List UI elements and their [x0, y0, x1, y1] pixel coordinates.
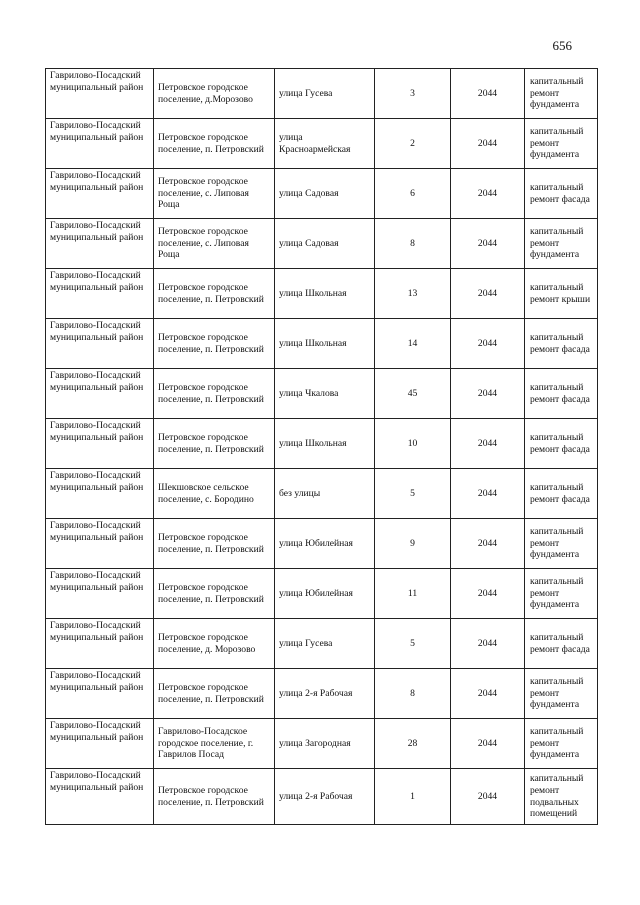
table-row: [46, 169, 598, 219]
work-type-cell: капитальный ремонт фасада: [525, 469, 598, 519]
table-row: [46, 719, 598, 769]
table-row: [46, 769, 598, 825]
work-type-cell: капитальный ремонт фасада: [525, 169, 598, 219]
district-cell: Гаврилово-Посадский муниципальный район: [46, 769, 154, 825]
settlement-cell: Петровское городское поселение, п. Петровский: [154, 119, 275, 169]
house-number-cell: 6: [375, 169, 451, 219]
settlement-cell: Петровское городское поселение, д. Морозово: [154, 619, 275, 669]
year-cell: 2044: [451, 719, 525, 769]
house-number-cell: 1: [375, 769, 451, 825]
year-cell: 2044: [451, 269, 525, 319]
settlement-cell: Петровское городское поселение, п. Петровский: [154, 269, 275, 319]
work-type-cell: капитальный ремонт фасада: [525, 419, 598, 469]
district-cell: Гаврилово-Посадский муниципальный район: [46, 219, 154, 269]
table-row: [46, 119, 598, 169]
settlement-cell: Петровское городское поселение, п. Петровский: [154, 669, 275, 719]
table-row: [46, 619, 598, 669]
street-cell: улица Садовая: [275, 219, 375, 269]
district-cell: Гаврилово-Посадский муниципальный район: [46, 669, 154, 719]
table-row: [46, 319, 598, 369]
street-cell: улица Красноармейская: [275, 119, 375, 169]
table-row: [46, 69, 598, 119]
street-cell: улица Школьная: [275, 419, 375, 469]
house-number-cell: 11: [375, 569, 451, 619]
house-number-cell: 5: [375, 469, 451, 519]
street-cell: улица Юбилейная: [275, 519, 375, 569]
district-cell: Гаврилово-Посадский муниципальный район: [46, 319, 154, 369]
street-cell: улица Школьная: [275, 319, 375, 369]
year-cell: 2044: [451, 369, 525, 419]
street-cell: улица Загородная: [275, 719, 375, 769]
table-row: [46, 269, 598, 319]
year-cell: 2044: [451, 319, 525, 369]
table-row: [46, 219, 598, 269]
year-cell: 2044: [451, 119, 525, 169]
work-type-cell: капитальный ремонт фасада: [525, 319, 598, 369]
settlement-cell: Петровское городское поселение, п. Петровский: [154, 569, 275, 619]
house-number-cell: 3: [375, 69, 451, 119]
work-type-cell: капитальный ремонт фундамента: [525, 219, 598, 269]
work-type-cell: капитальный ремонт фундамента: [525, 569, 598, 619]
house-number-cell: 45: [375, 369, 451, 419]
work-type-cell: капитальный ремонт подвальных помещений: [525, 769, 598, 825]
year-cell: 2044: [451, 469, 525, 519]
page-number: 656: [552, 38, 572, 53]
street-cell: улица Гусева: [275, 619, 375, 669]
house-number-cell: 2: [375, 119, 451, 169]
street-cell: улица Чкалова: [275, 369, 375, 419]
house-number-cell: 10: [375, 419, 451, 469]
table-row: [46, 569, 598, 619]
table-body: [46, 69, 598, 825]
street-cell: улица 2-я Рабочая: [275, 669, 375, 719]
settlement-cell: Петровское городское поселение, д.Морозово: [154, 69, 275, 119]
house-number-cell: 9: [375, 519, 451, 569]
district-cell: Гаврилово-Посадский муниципальный район: [46, 569, 154, 619]
year-cell: 2044: [451, 769, 525, 825]
work-type-cell: капитальный ремонт фундамента: [525, 719, 598, 769]
district-cell: Гаврилово-Посадский муниципальный район: [46, 69, 154, 119]
district-cell: Гаврилово-Посадский муниципальный район: [46, 119, 154, 169]
work-type-cell: капитальный ремонт фундамента: [525, 69, 598, 119]
settlement-cell: Петровское городское поселение, п. Петровский: [154, 419, 275, 469]
street-cell: улица Школьная: [275, 269, 375, 319]
repair-schedule-table: [45, 68, 598, 825]
year-cell: 2044: [451, 419, 525, 469]
year-cell: 2044: [451, 219, 525, 269]
street-cell: без улицы: [275, 469, 375, 519]
year-cell: 2044: [451, 569, 525, 619]
street-cell: улица Юбилейная: [275, 569, 375, 619]
settlement-cell: Петровское городское поселение, п. Петровский: [154, 519, 275, 569]
settlement-cell: Шекшовское сельское поселение, с. Бородино: [154, 469, 275, 519]
year-cell: 2044: [451, 169, 525, 219]
house-number-cell: 8: [375, 669, 451, 719]
year-cell: 2044: [451, 619, 525, 669]
district-cell: Гаврилово-Посадский муниципальный район: [46, 169, 154, 219]
table-row: [46, 369, 598, 419]
house-number-cell: 14: [375, 319, 451, 369]
year-cell: 2044: [451, 669, 525, 719]
house-number-cell: 13: [375, 269, 451, 319]
work-type-cell: капитальный ремонт крыши: [525, 269, 598, 319]
work-type-cell: капитальный ремонт фундамента: [525, 519, 598, 569]
work-type-cell: капитальный ремонт фундамента: [525, 119, 598, 169]
settlement-cell: Гаврилово-Посадское городское поселение, г. Гаврилов Посад: [154, 719, 275, 769]
settlement-cell: Петровское городское поселение, п. Петровский: [154, 319, 275, 369]
street-cell: улица Гусева: [275, 69, 375, 119]
work-type-cell: капитальный ремонт фасада: [525, 369, 598, 419]
settlement-cell: Петровское городское поселение, п. Петровский: [154, 769, 275, 825]
district-cell: Гаврилово-Посадский муниципальный район: [46, 469, 154, 519]
work-type-cell: капитальный ремонт фасада: [525, 619, 598, 669]
table-row: [46, 519, 598, 569]
house-number-cell: 5: [375, 619, 451, 669]
year-cell: 2044: [451, 69, 525, 119]
district-cell: Гаврилово-Посадский муниципальный район: [46, 519, 154, 569]
table-row: [46, 419, 598, 469]
table-row: [46, 469, 598, 519]
year-cell: 2044: [451, 519, 525, 569]
house-number-cell: 8: [375, 219, 451, 269]
district-cell: Гаврилово-Посадский муниципальный район: [46, 269, 154, 319]
district-cell: Гаврилово-Посадский муниципальный район: [46, 619, 154, 669]
settlement-cell: Петровское городское поселение, с. Липовая Роща: [154, 169, 275, 219]
house-number-cell: 28: [375, 719, 451, 769]
settlement-cell: Петровское городское поселение, с. Липовая Роща: [154, 219, 275, 269]
street-cell: улица Садовая: [275, 169, 375, 219]
district-cell: Гаврилово-Посадский муниципальный район: [46, 719, 154, 769]
settlement-cell: Петровское городское поселение, п. Петровский: [154, 369, 275, 419]
work-type-cell: капитальный ремонт фундамента: [525, 669, 598, 719]
table-row: [46, 669, 598, 719]
street-cell: улица 2-я Рабочая: [275, 769, 375, 825]
district-cell: Гаврилово-Посадский муниципальный район: [46, 419, 154, 469]
district-cell: Гаврилово-Посадский муниципальный район: [46, 369, 154, 419]
